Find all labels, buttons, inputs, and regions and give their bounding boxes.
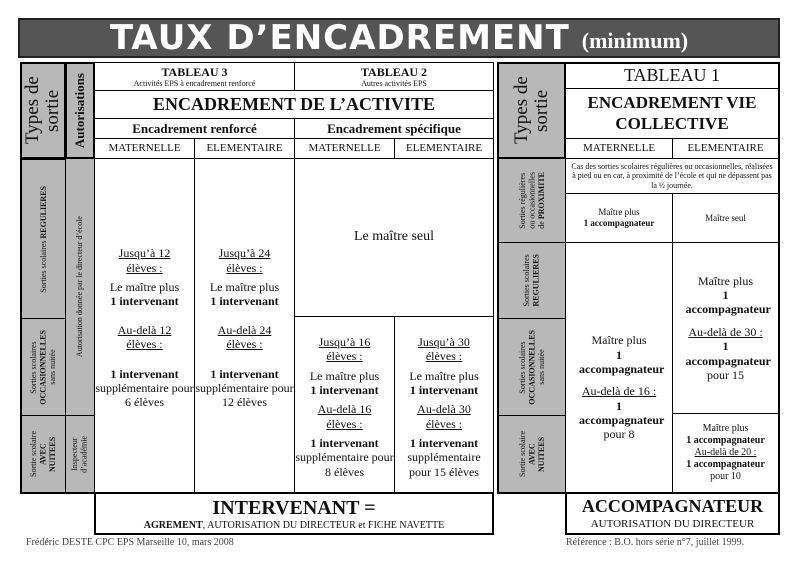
t2-elementaire-cell [394, 316, 494, 494]
page-subtitle: (minimum) [581, 28, 689, 53]
prox-elementaire-cell: Maître seul [672, 193, 780, 243]
row-label: Sorties scolaires [29, 340, 39, 394]
autorisation-text: Inspecteur [70, 437, 80, 471]
encadrement-activite-header: ENCADREMENT DE L’ACTIVITE [94, 90, 494, 119]
threshold: Au-delà 12 élèves : [117, 322, 172, 352]
intervenant-text: , AUTORISATION DU DIRECTEUR et FICHE NAVETTE [202, 519, 445, 531]
rule-bold: 1 intervenant [210, 366, 279, 381]
tableau-2-header [294, 62, 494, 91]
row-label: ou occasionnelles [527, 172, 537, 229]
rule-bold: 1 intervenant [110, 366, 179, 381]
row-label: Sortie scolaire [517, 431, 527, 477]
rule-bold: 1 intervenant [409, 436, 479, 451]
types-de-sortie-header [20, 62, 66, 159]
row-label: sans nuitée [48, 349, 58, 385]
row-label: Sorties régulières [517, 172, 527, 229]
elementaire-nuitees-cell [672, 413, 780, 494]
row-label-bold: OCCASIONNELLES [38, 329, 48, 405]
rule-bold: 1 intervenant [110, 294, 179, 309]
intervenant-bold: AGREMENT [143, 519, 203, 531]
autorisation-text: Autorisation donnée par le directeur d’école [75, 216, 85, 358]
rule-bold: 1 intervenant [210, 294, 279, 309]
row-sortie-avec-nuitees [497, 415, 566, 494]
rule-bold: 1 accompagnateur [579, 347, 665, 376]
row-label-bold: AVEC [527, 443, 537, 465]
rule-text: pour 10 [710, 471, 741, 482]
col-elementaire: ELEMENTAIRE [194, 138, 295, 159]
autorisation-text: d’académie [80, 435, 89, 473]
col-maternelle: MATERNELLE [294, 138, 395, 159]
tableau-subtitle: Autres activités EPS [361, 78, 427, 88]
rule-text: Maître plus [702, 423, 749, 434]
rule-text: supplémentaire pour 12 élèves [195, 380, 294, 410]
row-label: sans nuitée [536, 349, 546, 385]
row-label-bold: NUITEES [536, 436, 546, 472]
elementaire-cell [672, 242, 780, 414]
rule-text: Le maître plus [109, 280, 180, 295]
row-sorties-regulieres [20, 158, 66, 319]
row-sorties-occasionnelles [497, 318, 566, 416]
prox-maternelle-cell [565, 193, 673, 243]
header-text: Autorisations [72, 72, 88, 149]
encadrement-vie-collective-header: ENCADREMENT VIE COLLECTIVE [565, 88, 780, 139]
threshold: Au-delà de 30 : [688, 324, 763, 339]
types-de-sortie-header [497, 62, 566, 159]
col-elementaire: ELEMENTAIRE [394, 138, 494, 159]
encadrement-specifique-header: Encadrement spécifique [294, 118, 494, 139]
row-sorties-regulieres [497, 242, 566, 319]
t3-elementaire-cell [194, 158, 295, 494]
page-title: TAUX D’ENCADREMENT [109, 18, 570, 58]
row-label-bold: OCCASIONNELLES [527, 329, 537, 405]
t2-maternelle-cell [294, 316, 395, 494]
row-sorties-occasionnelles [20, 318, 66, 416]
reference-footer: Référence : B.O. hors série n°7, juillet 1999. [566, 537, 745, 548]
title-banner [18, 18, 780, 58]
threshold: Au-delà 30 élèves : [417, 402, 471, 431]
rule-text: supplémentaire pour 15 élèves [407, 450, 481, 479]
tableau-title: TABLEAU 3 [161, 64, 228, 79]
row-label-bold: AVEC [38, 443, 48, 465]
encadrement-renforce-header: Encadrement renforcé [94, 118, 295, 139]
rule-bold: 1 accompagnateur [685, 339, 771, 368]
autorisation-inspecteur [65, 415, 95, 494]
rule-bold: 1 intervenant [409, 382, 479, 397]
threshold: Au-delà de 16 : [581, 384, 657, 399]
header-text: Types de sortie [510, 76, 552, 145]
tableau-1-header: TABLEAU 1 [565, 62, 780, 89]
row-label: Sorties scolaires [522, 254, 532, 307]
accompagnateur-title: ACCOMPAGNATEUR [581, 496, 764, 517]
accompagnateur-text: AUTORISATION DU DIRECTEUR [590, 517, 755, 530]
threshold: Au-delà de 20 : [694, 447, 757, 458]
row-label: Sorties scolaires [517, 340, 527, 394]
rule-text: Le maître plus [309, 368, 380, 383]
rule-text: Le maître plus [409, 368, 479, 383]
intervenant-box [94, 492, 494, 535]
autorisation-directeur [65, 158, 95, 416]
rule-bold: 1 intervenant [310, 382, 379, 397]
tableau-title: TABLEAU 2 [360, 64, 428, 79]
col-maternelle: MATERNELLE [94, 138, 195, 159]
threshold: Jusqu’à 16 élèves : [318, 334, 371, 364]
maternelle-cell [565, 242, 673, 494]
col-maternelle: MATERNELLE [565, 138, 673, 159]
row-label: Sorties scolaires [38, 238, 48, 293]
rule-bold: 1 accompagnateur [579, 398, 665, 428]
threshold: Jusqu’à 30 élèves : [418, 334, 470, 364]
rule-text: Maître plus [591, 333, 647, 348]
author-footer: Frédéric DESTE CPC EPS Marseille 10, mars 2008 [26, 537, 234, 548]
rule-bold: 1 accompagnateur [686, 459, 765, 470]
accompagnateur-box [565, 492, 780, 535]
rule-bold: 1 accompagnateur [685, 288, 771, 317]
row-label: Sortie scolaire [29, 431, 39, 477]
rule-text: supplémentaire pour 8 élèves [295, 450, 394, 479]
threshold: Jusqu’à 24 élèves : [218, 246, 271, 275]
threshold: Au-delà 24 élèves : [217, 322, 272, 352]
row-label-bold: NUITEES [48, 436, 58, 472]
threshold: Au-delà 16 élèves : [317, 402, 372, 431]
tableau-subtitle: Activités EPS à encadrement renforcé [133, 78, 256, 88]
rule-text: pour 8 [603, 427, 635, 442]
row-label-bold: REGULIERES [532, 254, 541, 307]
rule-bold: 1 accompagnateur [686, 435, 765, 446]
proximite-note: Cas des sorties scolaires régulières ou occasionnelles, réalisées à pied ou en car, à proximité de l’école et qui ne dépassent pas la ½ journée. [565, 158, 780, 194]
threshold: Jusqu’à 12 élèves : [118, 246, 171, 275]
intervenant-title: INTERVENANT = [212, 496, 376, 519]
row-label: de [536, 219, 546, 229]
rule-text: Le maître plus [209, 280, 280, 295]
tableau-3-header [94, 62, 295, 91]
row-sortie-avec-nuitees [20, 415, 66, 494]
rule-bold: 1 intervenant [310, 436, 379, 451]
col-elementaire: ELEMENTAIRE [672, 138, 780, 159]
rule-text: Maître plus [598, 207, 640, 218]
t2-maitre-seul-cell: Le maître seul [294, 158, 494, 317]
row-label-bold: PROXIMITE [536, 172, 546, 220]
header-text: Types de sortie [22, 76, 63, 145]
rule-text: pour 15 [707, 367, 744, 382]
autorisations-header [65, 62, 95, 159]
rule-text: supplémentaire pour 6 élèves [95, 380, 194, 410]
t3-maternelle-cell [94, 158, 195, 494]
rule-text: Maître plus [698, 273, 753, 288]
row-label-bold: REGULIERES [38, 185, 48, 239]
rule-bold: 1 accompagnateur [583, 218, 655, 228]
row-sorties-proximite [497, 158, 566, 243]
